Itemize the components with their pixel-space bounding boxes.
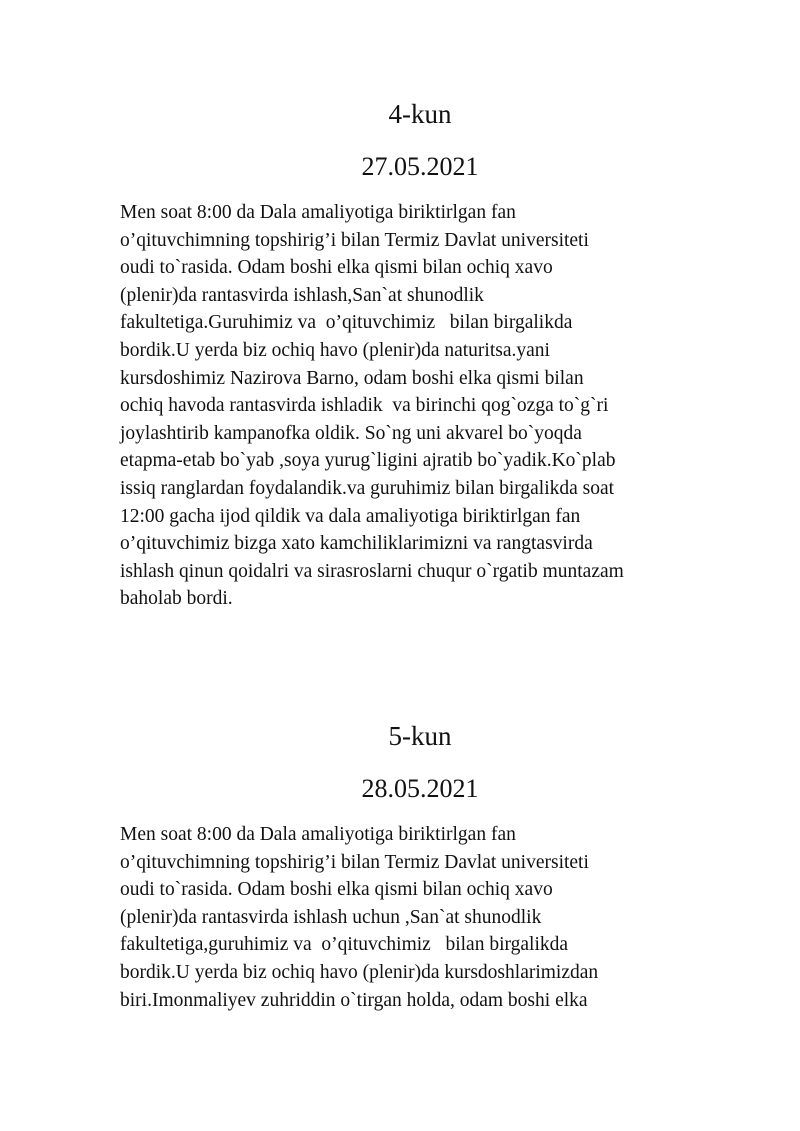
text-line: issiq ranglardan foydalandik.va guruhimiz bilan birgalikda soat: [120, 477, 615, 499]
text-line: joylashtirib kampanofka oldik. So`ng uni akvarel bo`yoqda: [120, 422, 582, 444]
text-line: o’qituvchimiz bizga xato kamchiliklarimizni va rangtasvirda: [120, 533, 593, 555]
text-line: Men soat 8:00 da Dala amaliyotiga biriktirlgan fan: [120, 824, 516, 845]
text-line: bordik.U yerda biz ochiq havo (plenir)da naturitsa.yani: [120, 339, 550, 361]
text-line: o’qituvchimning topshirig’i bilan Termiz Davlat universiteti: [120, 851, 589, 873]
text-line: (plenir)da rantasvirda ishlash uchun ,San`at shunodlik: [120, 906, 542, 928]
text-line: Men soat 8:00 da Dala amaliyotiga biriktirlgan fan: [120, 202, 516, 223]
day-description: [120, 199, 680, 613]
day-title: 5-kun: [388, 721, 452, 751]
text-line: 12:00 gacha ijod qildik va dala amaliyotiga biriktirlgan fan: [120, 505, 581, 527]
text-line: ochiq havoda rantasvirda ishladik va birinchi qog`ozga to`g`ri: [120, 395, 609, 417]
day-date: 28.05.2021: [361, 774, 479, 803]
text-line: oudi to`rasida. Odam boshi elka qismi bilan ochiq xavo: [120, 257, 553, 279]
text-line: (plenir)da rantasvirda ishlash,San`at shunodlik: [120, 284, 484, 306]
text-line: ishlash qinun qoidalri va sirasroslarni chuqur o`rgatib muntazam: [120, 560, 624, 582]
text-line: etapma-etab bo`yab ,soya yurug`ligini ajratib bo`yadik.Ko`plab: [120, 450, 616, 472]
text-line: fakultetiga.Guruhimiz va o’qituvchimiz bilan birgalikda: [120, 312, 573, 334]
text-line: o’qituvchimning topshirig’i bilan Termiz Davlat universiteti: [120, 229, 589, 251]
text-line: biri.Imonmaliyev zuhriddin o`tirgan holda, odam boshi elka: [120, 989, 588, 1011]
text-line: baholab bordi.: [120, 588, 233, 610]
text-line: oudi to`rasida. Odam boshi elka qismi bilan ochiq xavo: [120, 879, 553, 901]
text-line: kursdoshimiz Nazirova Barno, odam boshi elka qismi bilan: [120, 367, 584, 389]
text-line: bordik.U yerda biz ochiq havo (plenir)da kursdoshlarimizdan: [120, 961, 599, 983]
day-title: 4-kun: [388, 99, 452, 129]
day-section-4: [120, 96, 680, 613]
text-line: fakultetiga,guruhimiz va o’qituvchimiz bilan birgalikda: [120, 934, 569, 956]
day-section-5: [120, 718, 680, 1014]
day-date: 27.05.2021: [361, 152, 479, 181]
day-description: [120, 821, 680, 1014]
